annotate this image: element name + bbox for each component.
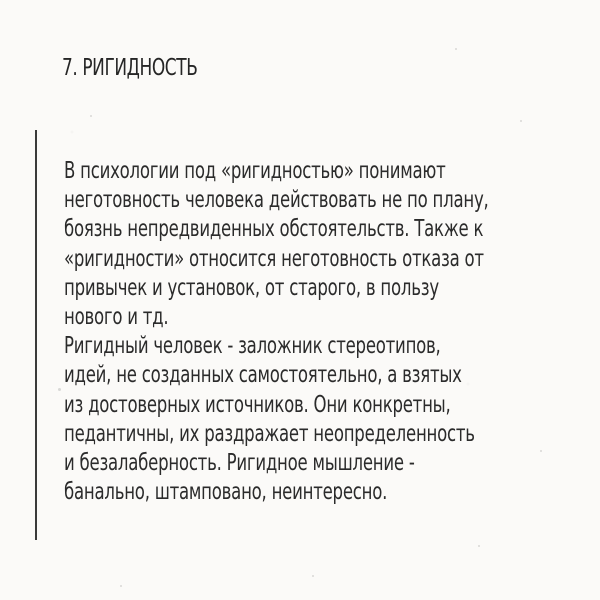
text-line: В психологии под «ригидностью» понимают	[64, 158, 446, 184]
text-line: из достоверных источников. Они конкретны,	[64, 391, 451, 418]
paper-speck	[120, 585, 122, 587]
text-line: Ригидный человек - заложник стереотипов,	[64, 333, 441, 360]
paper-speck	[58, 388, 61, 391]
text-line: боязнь непредвиденных обстоятельств. Также к	[64, 216, 484, 243]
text-line: нового и тд.	[64, 304, 169, 331]
text-line: привычек и установок, от старого, в пользу	[64, 274, 439, 301]
section-heading: 7. РИГИДНОСТЬ	[62, 55, 198, 81]
text-line: «ригидности» относится неготовность отказа от	[64, 245, 484, 272]
body-paragraph	[64, 157, 560, 507]
paper-speck	[478, 545, 480, 547]
paper-speck	[312, 575, 314, 577]
text-line: педантичны, их раздражает неопределенность	[64, 420, 475, 447]
left-margin-rule	[35, 130, 37, 540]
text-line: неготовность человека действовать не по плану,	[64, 187, 489, 214]
text-line: и безалаберность. Ригидное мышление -	[64, 450, 415, 477]
paper-speck	[90, 115, 92, 117]
paper-speck	[540, 450, 542, 452]
paper-speck	[455, 48, 457, 50]
text-line: банально, штамповано, неинтересно.	[64, 479, 388, 506]
paper-speck	[520, 120, 522, 122]
text-line: идей, не созданных самостоятельно, а взятых	[64, 362, 462, 389]
